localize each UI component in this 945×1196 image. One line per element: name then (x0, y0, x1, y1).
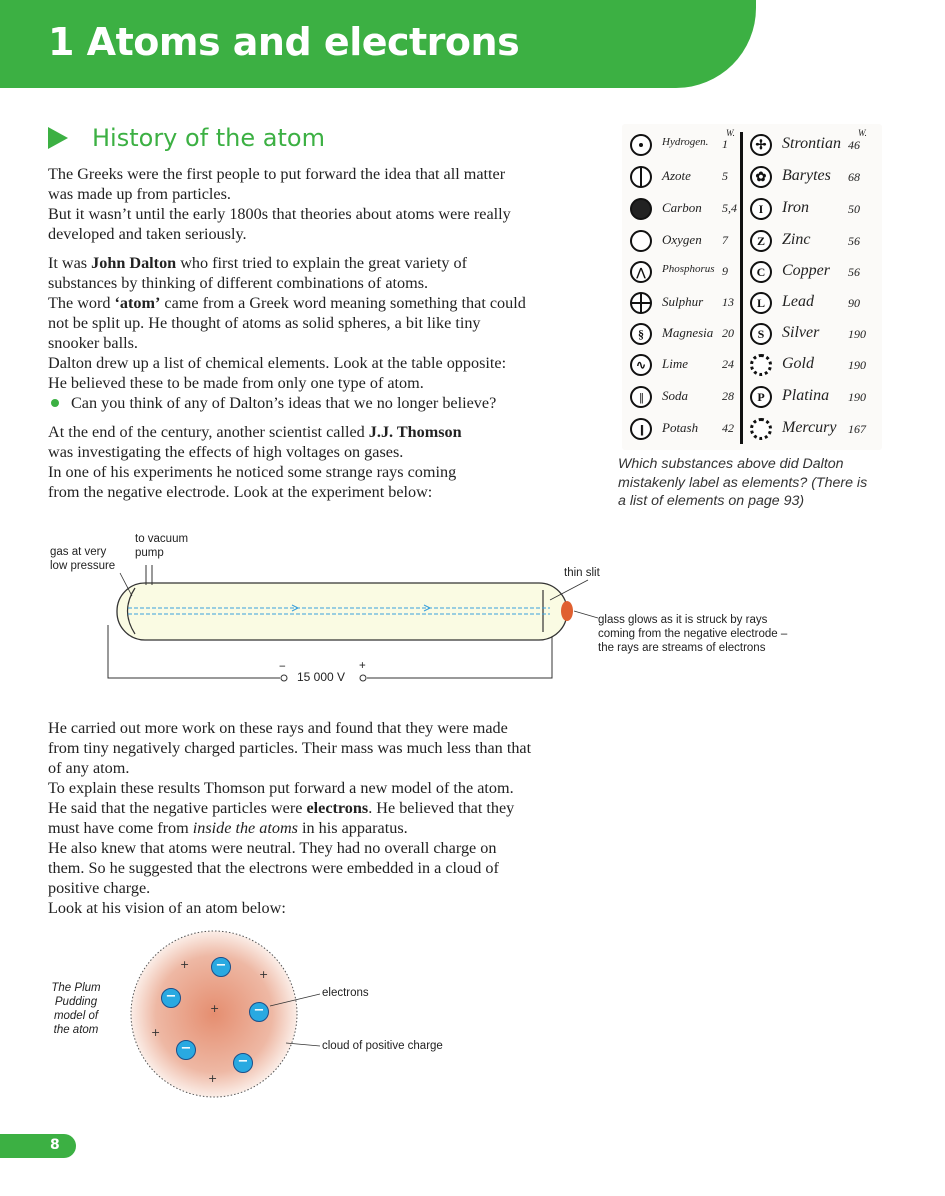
text-line: from the negative electrode. Look at the experiment below: (48, 483, 433, 501)
element-name: Lime (662, 356, 688, 371)
element-name: Gold (782, 355, 814, 372)
positive-terminal-sign: + (359, 660, 366, 672)
element-name: Zinc (782, 231, 811, 248)
element-symbol-icon: § (630, 323, 652, 345)
element-weight: 167 (848, 422, 866, 436)
positive-charge-sign: + (259, 968, 269, 981)
element-symbol-icon (750, 354, 772, 376)
element-name: Phosphorus (662, 263, 715, 275)
text-line: At the end of the century, another scientist called J.J. Thomson (48, 423, 462, 441)
text-line: He said that the negative particles were electrons. He believed that they (48, 799, 515, 817)
text-line: not be split up. He thought of atoms as solid spheres, a bit like tiny (48, 314, 481, 332)
element-name: Carbon (662, 200, 702, 215)
text-line: It was John Dalton who first tried to explain the great variety of (48, 254, 468, 272)
text-line: The word ‘atom’ came from a Greek word meaning something that could (48, 294, 526, 312)
text-line: In one of his experiments he noticed some strange rays coming (48, 463, 457, 481)
intro-text (48, 164, 526, 502)
element-weight: 5 (722, 169, 728, 183)
element-weight: 20 (722, 326, 734, 340)
element-weight: 7 (722, 233, 728, 247)
element-symbol-icon: ∿ (630, 354, 652, 376)
negative-terminal-sign: − (279, 661, 286, 673)
element-symbol-icon (630, 230, 652, 252)
element-name: Strontian (782, 135, 841, 152)
element-weight: 13 (722, 295, 734, 309)
element-weight: 90 (848, 296, 860, 310)
element-weight: 190 (848, 327, 866, 341)
element-name: Mercury (782, 419, 837, 436)
text-line: Look at his vision of an atom below: (48, 899, 286, 917)
element-weight: 190 (848, 390, 866, 404)
element-name: Soda (662, 388, 688, 403)
weight-header: W. (726, 128, 735, 138)
element-symbol-icon (630, 198, 652, 220)
plum-pudding-diagram (40, 930, 500, 1100)
positive-charge-sign: + (151, 1026, 161, 1039)
element-name: Oxygen (662, 232, 702, 247)
element-symbol-icon: I (750, 198, 772, 220)
text-line: was made up from particles. (48, 185, 231, 203)
text-line: developed and taken seriously. (48, 225, 247, 243)
triangle-bullet-icon (48, 127, 68, 149)
element-weight: 56 (848, 265, 860, 279)
element-weight: 1 (722, 137, 728, 151)
text-line: positive charge. (48, 879, 151, 897)
electron-icon: − (249, 1002, 269, 1022)
bullet-dot-icon (51, 399, 59, 407)
element-symbol-icon: S (750, 323, 772, 345)
section-heading (48, 124, 325, 152)
element-name: Hydrogen. (662, 136, 709, 148)
element-name: Sulphur (662, 294, 704, 309)
voltage-label: 15 000 V (297, 670, 346, 684)
element-symbol-icon (630, 166, 652, 188)
element-name: Platina (782, 387, 830, 404)
text-line: snooker balls. (48, 334, 138, 352)
table-caption: Which substances above did Dalton mistakenly label as elements? (There is a list of elements on page 93) (618, 456, 868, 509)
element-symbol-icon (630, 134, 652, 156)
element-weight: 5,4 (722, 201, 737, 215)
vacuum-pump-label: to vacuum pump (135, 533, 189, 559)
element-weight: 46 (848, 138, 860, 152)
table-divider (740, 132, 743, 444)
text-line: substances by thinking of different combinations of atoms. (48, 274, 429, 292)
element-symbol-icon: ✢ (750, 134, 772, 156)
glow-label: glass glows as it is struck by rays coming from the negative electrode – the rays are streams of electrons (598, 614, 788, 654)
element-weight: 190 (848, 358, 866, 372)
electron-icon: − (233, 1053, 253, 1073)
gas-label: gas at very low pressure (50, 546, 116, 572)
text-line: He carried out more work on these rays and found that they were made (48, 719, 508, 737)
element-symbol-icon (750, 418, 772, 440)
electron-icon: − (161, 988, 181, 1008)
section-title: History of the atom (92, 124, 325, 152)
plum-title: The Plum Pudding model of the atom (51, 982, 101, 1036)
thin-slit-label: thin slit (564, 567, 600, 579)
text-line: of any atom. (48, 759, 130, 777)
element-symbol-icon: Z (750, 230, 772, 252)
element-weight: 50 (848, 202, 860, 216)
element-weight: 28 (722, 389, 734, 403)
element-name: Magnesia (662, 325, 714, 340)
element-name: Copper (782, 262, 830, 279)
element-weight: 68 (848, 170, 860, 184)
element-weight: 42 (722, 421, 734, 435)
element-name: Azote (662, 168, 691, 183)
text-line: But it wasn’t until the early 1800s that theories about atoms were really (48, 205, 511, 223)
element-weight: 56 (848, 234, 860, 248)
electron-icon: − (211, 957, 231, 977)
element-symbol-icon: P (750, 386, 772, 408)
weight-header: W. (858, 128, 867, 138)
text-line: He believed these to be made from only one type of atom. (48, 374, 424, 392)
text-line: must have come from inside the atoms in his apparatus. (48, 819, 408, 837)
electrons-label: electrons (322, 987, 369, 999)
element-name: Iron (782, 199, 809, 216)
element-weight: 24 (722, 357, 734, 371)
element-symbol-icon: ||| (630, 418, 652, 440)
text-line: Dalton drew up a list of chemical elements. Look at the table opposite: (48, 354, 507, 372)
text-line: To explain these results Thomson put forward a new model of the atom. (48, 779, 514, 797)
positive-charge-sign: + (208, 1072, 218, 1085)
chapter-banner (0, 0, 756, 88)
text-line: The Greeks were the first people to put forward the idea that all matter (48, 165, 506, 183)
element-symbol-icon: C (750, 261, 772, 283)
element-symbol-icon (630, 292, 652, 314)
positive-charge-sign: + (210, 1002, 220, 1015)
cathode-ray-diagram (40, 530, 820, 690)
dalton-element-table (622, 124, 882, 450)
plum-pudding-drawing (40, 930, 500, 1100)
element-name: Barytes (782, 167, 831, 184)
element-symbol-icon: ✿ (750, 166, 772, 188)
positive-charge-sign: + (180, 958, 190, 971)
element-symbol-icon: || (630, 386, 652, 408)
page-number: 8 (50, 1137, 60, 1153)
chapter-title: 1 Atoms and electrons (48, 20, 520, 64)
element-weight: 9 (722, 264, 728, 278)
element-symbol-icon: ⋀ (630, 261, 652, 283)
bullet-question: Can you think of any of Dalton’s ideas that we no longer believe? (48, 393, 526, 413)
element-name: Lead (782, 293, 814, 310)
element-symbol-icon: L (750, 292, 772, 314)
electron-icon: − (176, 1040, 196, 1060)
element-name: Potash (662, 420, 699, 435)
cloud-label: cloud of positive charge (322, 1040, 443, 1052)
text-line: from tiny negatively charged particles. Their mass was much less than that (48, 739, 532, 757)
text-line: He also knew that atoms were neutral. They had no overall charge on (48, 839, 497, 857)
text-line: them. So he suggested that the electrons were embedded in a cloud of (48, 859, 499, 877)
element-name: Silver (782, 324, 820, 341)
page-number-tab (0, 1134, 76, 1158)
thomson-text (48, 718, 531, 918)
text-line: was investigating the effects of high voltages on gases. (48, 443, 404, 461)
